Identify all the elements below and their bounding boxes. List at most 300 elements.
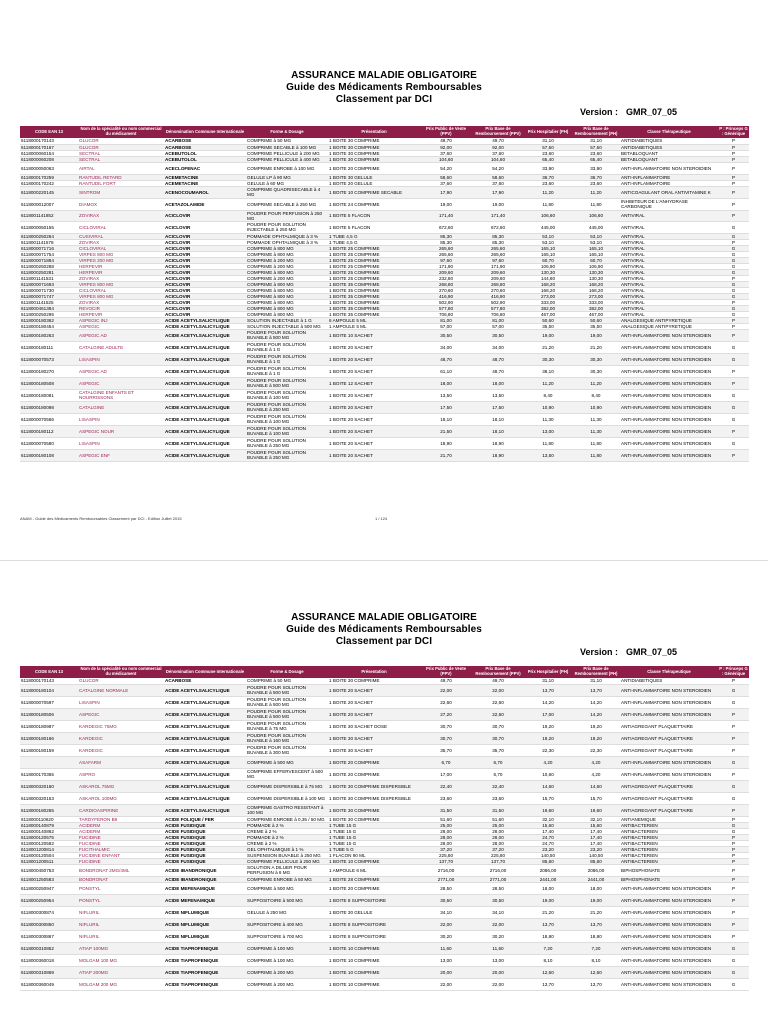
drug-table (20, 666, 749, 991)
cell-princeps-generic: P (718, 744, 749, 756)
cell-form-dosage: CREME à 2 % (246, 840, 328, 846)
cell-ppv: 31,50 (420, 804, 472, 816)
cell-base-ppv: 18,10 (472, 425, 524, 437)
cell-dci: ACARBOSE (164, 678, 246, 684)
cell-ppv: 18,00 (420, 377, 472, 389)
cell-ean-code: 6118000070597 (20, 696, 78, 708)
cell-form-dosage: GELULE à 60 MG (246, 180, 328, 186)
cell-base-ph: 8,10 (572, 954, 620, 966)
cell-presentation: 1 BOITE 35 COMPRIME (328, 293, 420, 299)
cell-dci: ACIDE FUSIDIQUE (164, 822, 246, 828)
cell-base-ppv: 22,00 (472, 684, 524, 696)
column-header-dci: Dénomination Commune Internationale (164, 666, 246, 678)
cell-ppv: 21,70 (420, 449, 472, 461)
cell-base-ph: 11,80 (572, 198, 620, 210)
cell-form-dosage: SUPPOSITOIRE à 400 MG (246, 918, 328, 930)
cell-product-name: ASPEGIC (78, 323, 164, 329)
cell-base-ppv: 28,50 (472, 882, 524, 894)
cell-form-dosage: COMPRIME à 500 MG (246, 756, 328, 768)
table-row (20, 804, 749, 816)
cell-base-ppv: 209,60 (472, 275, 524, 281)
cell-therapeutic-class: ANTI-INFLAMMATOIRE NON STEROIDIEN (620, 942, 718, 954)
cell-product-name: HERPEVIR (78, 263, 164, 269)
cell-ph: 31,10 (524, 678, 572, 684)
table-row (20, 756, 749, 768)
cell-base-ph: 21,20 (572, 906, 620, 918)
cell-product-name: NIFLURIL (78, 930, 164, 942)
cell-ppv: 19,00 (420, 198, 472, 210)
cell-ph: 30,30 (524, 353, 572, 365)
table-row (20, 978, 749, 990)
cell-presentation: 1 BOITE 10 COMPRIME SECABLE (328, 186, 420, 198)
cell-princeps-generic: P (718, 708, 749, 720)
cell-princeps-generic: G (718, 341, 749, 353)
cell-ppv: 6,70 (420, 756, 472, 768)
cell-dci: ACICLOVIR (164, 305, 246, 311)
cell-ean-code: 6118000180098 (20, 401, 78, 413)
cell-ph: 19,20 (524, 732, 572, 744)
cell-ph: 35,50 (524, 323, 572, 329)
cell-therapeutic-class: ANTIBACTERIEN (620, 840, 718, 846)
column-header-ph: Prix Hospitalier (PH) (524, 126, 572, 138)
cell-ean-code: 6118000120504 (20, 852, 78, 858)
cell-princeps-generic: P (718, 678, 749, 684)
cell-ean-code: 6118000360018 (20, 954, 78, 966)
cell-therapeutic-class: ANTI-INFLAMMATOIRE NON STEROIDIEN (620, 708, 718, 720)
cell-form-dosage: POUDRE POUR SOLUTION BUVABLE à 250 MG (246, 449, 328, 461)
cell-product-name: LISASPIN (78, 696, 164, 708)
cell-form-dosage: POUDRE POUR PERFUSION à 250 MG (246, 210, 328, 221)
cell-dci: ACIDE IBANDRONIQUE (164, 876, 246, 882)
cell-ph: 13,50 (524, 449, 572, 461)
cell-dci: ACIDE TIAPROFENIQUE (164, 978, 246, 990)
cell-presentation: 1 BOITE 30 COMPRIME (328, 804, 420, 816)
cell-ppv: 672,60 (420, 221, 472, 233)
cell-ean-code: 6118000320160 (20, 780, 78, 792)
cell-form-dosage: POUDRE POUR SOLUTION BUVABLE à 75 MG (246, 720, 328, 732)
cell-base-ph: 50,60 (572, 317, 620, 323)
cell-form-dosage: COMPRIME DISPERSIBLE à 75 MG (246, 780, 328, 792)
cell-product-name: ZOVIRAX (78, 239, 164, 245)
cell-presentation: 1 TUBE 15 G (328, 834, 420, 840)
cell-dci: ACIDE ACETYLSALICYLIQUE (164, 449, 246, 461)
cell-ph: 38,10 (524, 365, 572, 377)
cell-dci: ACIDE FUSIDIQUE (164, 840, 246, 846)
cell-base-ppv: 577,80 (472, 305, 524, 311)
cell-ph: 7,20 (524, 942, 572, 954)
cell-product-name: ASPEGIC AD (78, 329, 164, 341)
table-row (20, 744, 749, 756)
cell-therapeutic-class: ANTI-INFLAMMATOIRE NON STEROIDIEN (620, 377, 718, 389)
cell-dci: ACIDE FUSIDIQUE (164, 828, 246, 834)
cell-product-name: GLUCOR (78, 138, 164, 144)
cell-presentation: 1 BOITE 30 COMPRIME (328, 816, 420, 822)
cell-base-ppv: 6,70 (472, 756, 524, 768)
table-row (20, 341, 749, 353)
cell-product-name: KARDEGIC (78, 732, 164, 744)
cell-base-ppv: 13,50 (472, 389, 524, 401)
cell-ppv: 49,70 (420, 138, 472, 144)
cell-base-ppv: 22,00 (472, 978, 524, 990)
cell-presentation: 1 BOITE 30 SACHET DOSE (328, 720, 420, 732)
cell-princeps-generic: P (718, 186, 749, 198)
cell-ph: 445,00 (524, 221, 572, 233)
cell-princeps-generic: G (718, 792, 749, 804)
table-row (20, 864, 749, 876)
cell-presentation: 1 BOITE 10 COMPRIME (328, 954, 420, 966)
cell-ean-code: 6118000070580 (20, 437, 78, 449)
cell-therapeutic-class: ANTIVIRAL (620, 245, 718, 251)
table-row (20, 425, 749, 437)
column-header-dci: Dénomination Commune Internationale (164, 126, 246, 138)
cell-ph: 13,70 (524, 978, 572, 990)
cell-princeps-generic: G (718, 828, 749, 834)
cell-base-ppv: 104,60 (472, 156, 524, 162)
cell-dci: ACICLOVIR (164, 281, 246, 287)
cell-base-ppv: 23,60 (472, 792, 524, 804)
cell-base-ppv: 30,70 (472, 732, 524, 744)
cell-ean-code: 6118000310852 (20, 942, 78, 954)
cell-form-dosage: POUDRE POUR SOLUTION BUVABLE à 1 G (246, 341, 328, 353)
cell-form-dosage: COMPRIME QUADRISECABLE à 4 MG (246, 186, 328, 198)
cell-presentation: 1 BOITE 20 SACHET (328, 708, 420, 720)
cell-presentation: 1 BOITE 20 SACHET (328, 353, 420, 365)
cell-dci: ACIDE ACETYLSALICYLIQUE (164, 756, 246, 768)
column-header-therapeutic-class: Classe Thérapeutique (620, 126, 718, 138)
cell-form-dosage: COMPRIME PELLICULE à 200 MG (246, 150, 328, 156)
cell-ean-code: 6118001141531 (20, 275, 78, 281)
cell-ean-code: 6118001200814 (20, 846, 78, 852)
column-header-base-ppv: Prix Base de Remboursement (PPV) (472, 666, 524, 678)
cell-ppv: 232,80 (420, 275, 472, 281)
cell-presentation: 1 FLACON 90 ML (328, 852, 420, 858)
cell-base-ppv: 30,50 (472, 329, 524, 341)
cell-dci: ACIDE TIAPROFENIQUE (164, 966, 246, 978)
table-header-row (20, 666, 749, 678)
cell-form-dosage: COMPRIME ENROBE à 100 MG (246, 162, 328, 174)
cell-base-ph: 85,60 (572, 858, 620, 864)
table-row (20, 365, 749, 377)
cell-base-ph: 18,80 (572, 930, 620, 942)
cell-ppv: 37,60 (420, 150, 472, 156)
cell-ph: 23,20 (524, 846, 572, 852)
cell-ppv: 2771,00 (420, 876, 472, 882)
cell-ppv: 28,00 (420, 828, 472, 834)
cell-ean-code: 6118000170167 (20, 144, 78, 150)
cell-product-name: NIFLURIL (78, 906, 164, 918)
cell-presentation: 1 BOITE 10 COMPRIME (328, 942, 420, 954)
cell-dci: ACIDE ACETYLSALICYLIQUE (164, 377, 246, 389)
cell-base-ppv: 30,20 (472, 930, 524, 942)
cell-ph: 19,00 (524, 894, 572, 906)
cell-base-ph: 140,50 (572, 852, 620, 858)
cell-princeps-generic: G (718, 413, 749, 425)
cell-dci: ACEMETACINE (164, 174, 246, 180)
cell-ean-code: 6118000180265 (20, 804, 78, 816)
cell-dci: ACICLOVIR (164, 275, 246, 281)
table-body (20, 678, 749, 990)
cell-base-ppv: 265,60 (472, 251, 524, 257)
cell-presentation: 1 BOITE 10 COMPRIME (328, 978, 420, 990)
cell-ppv: 22,00 (420, 918, 472, 930)
cell-product-name: NIFLURIL (78, 918, 164, 930)
cell-presentation: 1 BOITE 20 GELULE (328, 180, 420, 186)
version-info (580, 647, 685, 657)
cell-presentation: 1 BOITE 30 GELULE (328, 906, 420, 918)
cell-ean-code: 6118000300850 (20, 918, 78, 930)
cell-base-ppv: 11,60 (472, 942, 524, 954)
cell-dci: ACECLOFENAC (164, 162, 246, 174)
cell-ean-code: 6118000250295 (20, 311, 78, 317)
cell-base-ppv: 18,90 (472, 449, 524, 461)
cell-base-ph: 21,20 (572, 341, 620, 353)
cell-product-name: CATALGINE (78, 401, 164, 413)
cell-product-name: ASPRO (78, 768, 164, 780)
cell-base-ph: 382,00 (572, 305, 620, 311)
cell-form-dosage: SUPPOSITOIRE à 700 MG (246, 930, 328, 942)
cell-princeps-generic: G (718, 401, 749, 413)
cell-ean-code: 6118000320153 (20, 792, 78, 804)
cell-dci: ACIDE ACETYLSALICYLIQUE (164, 744, 246, 756)
cell-ph: 4,20 (524, 756, 572, 768)
cell-ean-code: 6118000140862 (20, 828, 78, 834)
cell-princeps-generic: G (718, 756, 749, 768)
cell-presentation: 1 BOITE 20 SACHET (328, 389, 420, 401)
cell-form-dosage: COMPRIME ENROBE à 50 MG (246, 876, 328, 882)
cell-form-dosage: SOLUTION INJECTABLE à 1 G (246, 317, 328, 323)
cell-base-ppv: 22,40 (472, 780, 524, 792)
cell-ppv: 502,90 (420, 299, 472, 305)
cell-form-dosage: COMPRIME ENROBE à 0,35 / 50 MG (246, 816, 328, 822)
cell-ph: 467,00 (524, 311, 572, 317)
table-body (20, 138, 749, 461)
cell-product-name: LISASPIN (78, 413, 164, 425)
cell-base-ph: 65,40 (572, 156, 620, 162)
cell-base-ppv: 37,60 (472, 180, 524, 186)
cell-base-ph: 19,20 (572, 732, 620, 744)
cell-base-ppv: 48,70 (472, 365, 524, 377)
cell-princeps-generic: P (718, 840, 749, 846)
cell-therapeutic-class: ANTI-INFLAMMATOIRE NON STEROIDIEN (620, 906, 718, 918)
cell-base-ph: 106,60 (572, 210, 620, 221)
cell-dci: ACICLOVIR (164, 299, 246, 305)
cell-base-ph: 23,60 (572, 150, 620, 156)
cell-ppv: 22,00 (420, 684, 472, 696)
cell-therapeutic-class: ANTIAGREGANT PLAQUETTAIRE (620, 744, 718, 756)
cell-base-ppv: 20,00 (472, 966, 524, 978)
cell-base-ph: 19,00 (572, 894, 620, 906)
cell-ppv: 30,50 (420, 894, 472, 906)
cell-ppv: 416,90 (420, 293, 472, 299)
cell-form-dosage: COMPRIME à 200 MG (246, 978, 328, 990)
cell-base-ppv: 18,10 (472, 413, 524, 425)
column-header-product-name: Nom de la spécialité ou nom commercial du médicament (78, 666, 164, 678)
cell-form-dosage: COMPRIME à 800 MG (246, 281, 328, 287)
cell-princeps-generic: P (718, 864, 749, 876)
cell-ppv: 104,60 (420, 156, 472, 162)
cell-ph: 23,60 (524, 180, 572, 186)
cell-ean-code: 6118000070566 (20, 413, 78, 425)
cell-ppv: 54,20 (420, 162, 472, 174)
cell-ph: 36,70 (524, 174, 572, 180)
cell-princeps-generic: G (718, 293, 749, 299)
cell-ph: 11,30 (524, 413, 572, 425)
cell-dci: ACIDE ACETYLSALICYLIQUE (164, 732, 246, 744)
cell-ean-code: 6118000180159 (20, 744, 78, 756)
cell-ph: 168,20 (524, 287, 572, 293)
cell-princeps-generic: P (718, 834, 749, 840)
cell-dci: ACICLOVIR (164, 239, 246, 245)
cell-therapeutic-class: ANTI-INFLAMMATOIRE NON STEROIDIEN (620, 329, 718, 341)
cell-form-dosage: POUDRE POUR SOLUTION BUVABLE à 500 MG (246, 377, 328, 389)
cell-base-ppv: 97,60 (472, 257, 524, 263)
cell-ph: 2086,00 (524, 864, 572, 876)
cell-form-dosage: POUDRE POUR SOLUTION BUVABLE à 250 MG (246, 401, 328, 413)
cell-dci: ACIDE ACETYLSALICYLIQUE (164, 401, 246, 413)
cell-base-ppv: 22,60 (472, 696, 524, 708)
cell-ph: 2441,00 (524, 876, 572, 882)
cell-therapeutic-class: ANTI-INFLAMMATOIRE NON STEROIDIEN (620, 341, 718, 353)
cell-ean-code: 6118001141578 (20, 239, 78, 245)
cell-ean-code: 6118000071747 (20, 293, 78, 299)
table-row (20, 930, 749, 942)
cell-form-dosage: GELULE à 250 MG (246, 906, 328, 918)
cell-ean-code: 6118000180454 (20, 323, 78, 329)
cell-ppv: 17,90 (420, 186, 472, 198)
cell-base-ph: 36,70 (572, 174, 620, 180)
cell-dci: ACENOCOUMAROL (164, 186, 246, 198)
cell-base-ppv: 51,60 (472, 816, 524, 822)
cell-princeps-generic: G (718, 281, 749, 287)
cell-base-ph: 11,20 (572, 377, 620, 389)
cell-form-dosage: COMPRIME à 50 MG (246, 678, 328, 684)
cell-ean-code: 6118000180112 (20, 425, 78, 437)
cell-dci: ACIDE FUSIDIQUE (164, 858, 246, 864)
cell-presentation: 1 BOITE 20 SACHET (328, 425, 420, 437)
cell-presentation: 1 BOITE 30 COMPRIME (328, 678, 420, 684)
cell-base-ph: 11,30 (572, 413, 620, 425)
cell-ph: 57,50 (524, 144, 572, 150)
cell-ean-code: 6118000050063 (20, 162, 78, 174)
cell-presentation: 1 BOITE 25 COMPRIME (328, 275, 420, 281)
cell-princeps-generic: P (718, 138, 749, 144)
cell-product-name: CICLOVIRAL (78, 221, 164, 233)
cell-dci: ACICLOVIR (164, 245, 246, 251)
cell-therapeutic-class: ANTIVIRAL (620, 311, 718, 317)
doc-subtitle-2: Classement par DCI (335, 94, 433, 105)
cell-ph: 14,20 (524, 696, 572, 708)
cell-form-dosage: SUPPOSITOIRE à 500 MG (246, 894, 328, 906)
cell-base-ppv: 18,00 (472, 377, 524, 389)
cell-base-ppv: 22,00 (472, 918, 524, 930)
cell-dci: ACIDE FOLIQUE / FER (164, 816, 246, 822)
cell-princeps-generic: P (718, 174, 749, 180)
cell-ph: 106,60 (524, 210, 572, 221)
cell-form-dosage: GELULE LP à 90 MG (246, 174, 328, 180)
cell-form-dosage: GEL OPHTALMIQUE à 1 % (246, 846, 328, 852)
doc-subtitle: Guide des Médicaments Remboursables (286, 624, 482, 635)
cell-base-ppv: 57,00 (472, 323, 524, 329)
cell-presentation: 1 BOITE 10 COMPRIME (328, 858, 420, 864)
cell-form-dosage: COMPRIME à 800 MG (246, 299, 328, 305)
column-header-form-dosage: Forme & Dosage (246, 126, 328, 138)
cell-ean-code: 6118000180166 (20, 732, 78, 744)
cell-presentation: 1 BOITE 20 SACHET (328, 684, 420, 696)
cell-presentation: 1 BOITE 20 COMPRIME (328, 162, 420, 174)
cell-princeps-generic: P (718, 876, 749, 882)
cell-ppv: 28,50 (420, 882, 472, 894)
cell-base-ppv: 30,70 (472, 720, 524, 732)
cell-therapeutic-class: ANTI-INFLAMMATOIRE NON STEROIDIEN (620, 401, 718, 413)
cell-base-ppv: 6,70 (472, 768, 524, 780)
cell-ean-code: 6118000140879 (20, 822, 78, 828)
cell-therapeutic-class: ANTI-INFLAMMATOIRE NON STEROIDIEN (620, 882, 718, 894)
cell-form-dosage: COMPRIME à 200 MG (246, 966, 328, 978)
cell-form-dosage: COMPRIME à 100 MG (246, 954, 328, 966)
cell-base-ph: 2086,00 (572, 864, 620, 876)
cell-ppv: 270,60 (420, 287, 472, 293)
cell-ph: 382,00 (524, 305, 572, 311)
cell-therapeutic-class: BETABLOQUANT (620, 156, 718, 162)
cell-therapeutic-class: ANTIVIRAL (620, 233, 718, 239)
cell-ean-code: 6118000050155 (20, 221, 78, 233)
table-row (20, 966, 749, 978)
cell-product-name: DIAMOX (78, 198, 164, 210)
cell-dci: ACICLOVIR (164, 251, 246, 257)
cell-therapeutic-class: BETABLOQUANT (620, 150, 718, 156)
cell-form-dosage: POUDRE POUR SOLUTION BUVABLE à 500 MG (246, 684, 328, 696)
cell-therapeutic-class: ANALGESIQUE ANTIPYRETIQUE (620, 317, 718, 323)
cell-product-name: VIRPES 800 MG (78, 251, 164, 257)
cell-base-ppv: 225,80 (472, 852, 524, 858)
cell-dci: ACIDE ACETYLSALICYLIQUE (164, 353, 246, 365)
cell-product-name: ATIAP 200MG (78, 966, 164, 978)
cell-form-dosage: POUDRE POUR SOLUTION BUVABLE à 500 MG (246, 329, 328, 341)
cell-product-name: TARDYFERON B9 (78, 816, 164, 822)
cell-ph: 24,70 (524, 840, 572, 846)
cell-therapeutic-class: ANTIVIRAL (620, 210, 718, 221)
cell-therapeutic-class: ANTIDIABETIQUES (620, 678, 718, 684)
cell-base-ph: 53,10 (572, 239, 620, 245)
cell-ph: 8,10 (524, 954, 572, 966)
cell-princeps-generic: P (718, 299, 749, 305)
cell-ppv: 706,80 (420, 311, 472, 317)
cell-product-name: ZOVIRAX (78, 275, 164, 281)
cell-presentation: 1 BOITE 24 COMPRIME (328, 198, 420, 210)
cell-base-ppv: 49,70 (472, 678, 524, 684)
cell-ean-code: 6118000300874 (20, 906, 78, 918)
cell-therapeutic-class: BIPHOSPHONATE (620, 864, 718, 876)
cell-princeps-generic: G (718, 966, 749, 978)
cell-presentation: 1 BOITE 20 SACHET (328, 365, 420, 377)
cell-base-ppv: 22,60 (472, 708, 524, 720)
cell-dci: ACIDE ACETYLSALICYLIQUE (164, 780, 246, 792)
cell-princeps-generic: P (718, 858, 749, 864)
cell-ppv: 209,60 (420, 269, 472, 275)
table-header-row (20, 126, 749, 138)
cell-ean-code: 6118000180111 (20, 341, 78, 353)
cell-product-name: ASPEGIC (78, 377, 164, 389)
cell-product-name: ATIAP 100MG (78, 942, 164, 954)
cell-product-name: ACIDERM (78, 822, 164, 828)
cell-form-dosage: COMPRIME à 800 MG (246, 251, 328, 257)
cell-therapeutic-class: ANTI-INFLAMMATOIRE NON STEROIDIEN (620, 353, 718, 365)
cell-dci: ACARBOSE (164, 138, 246, 144)
cell-product-name: MOLGAM 200 MG (78, 978, 164, 990)
cell-presentation: 1 BOITE 30 SACHET (328, 732, 420, 744)
cell-ph: 18,00 (524, 882, 572, 894)
column-header-princeps-generic: P : Princeps G : Générique (719, 126, 748, 136)
